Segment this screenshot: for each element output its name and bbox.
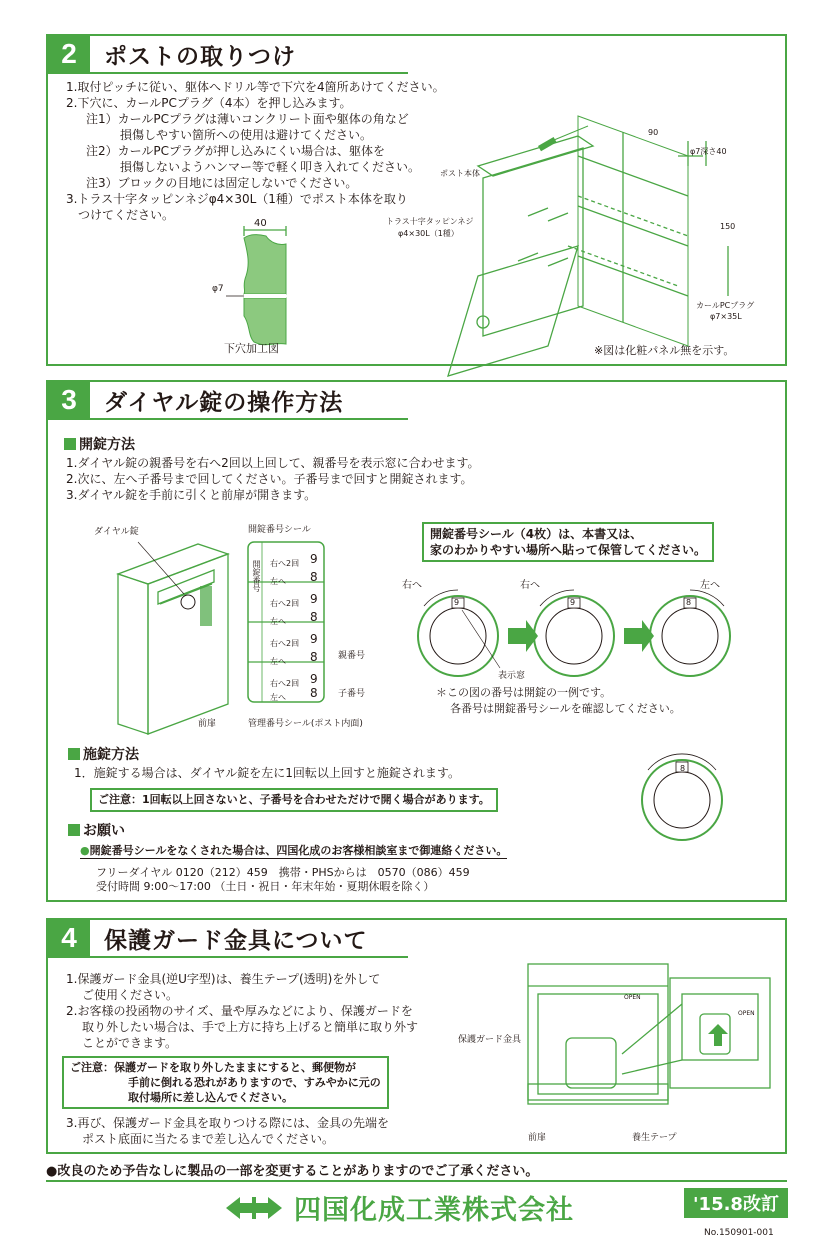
section-number: 2	[48, 36, 90, 72]
revision-badge: '15.8改訂	[684, 1188, 788, 1218]
label-open-1: OPEN	[624, 994, 641, 1001]
seal-row-4-left: 左へ	[270, 693, 286, 702]
section-mounting	[46, 34, 787, 366]
note-2: 注2）カールPCプラグが押し込みにくい場合は、躯体を	[86, 144, 386, 158]
label-dial: ダイヤル錠	[94, 527, 139, 537]
contact-line-1: フリーダイヤル 0120（212）459 携帯・PHSからは 0570（086）459	[96, 866, 470, 879]
guard-diagram	[522, 964, 772, 1124]
label-mgmt-seal: 管理番号シール(ポスト内面)	[248, 719, 363, 729]
section-header	[48, 36, 296, 72]
step-3-cont: つけてください。	[78, 208, 175, 222]
seal-row-1-9: 9	[310, 552, 318, 566]
title-underline	[48, 956, 408, 958]
seal-note-line-2: 家のわかりやすい場所へ貼って保管してください。	[430, 543, 707, 557]
step-1: 1.取付ピッチに従い、躯体へドリル等で下穴を4箇所あけてください。	[66, 80, 445, 94]
guard-caution-3: 取付場所に差し込んでください。	[128, 1091, 293, 1104]
note-1: 注1）カールPCプラグは薄いコンクリート面や躯体の角など	[86, 112, 409, 126]
lock-heading	[68, 744, 139, 764]
label-door: 前扉	[528, 1133, 547, 1143]
dial-label-left: 左へ	[700, 580, 720, 591]
step-2: 2.下穴に、カールPCプラグ（4本）を押し込みます。	[66, 96, 352, 110]
figure-note: ※図は化粧パネル無を示す。	[594, 344, 735, 357]
seal-row-3-8: 8	[310, 650, 318, 664]
lock-dial-num: 8	[680, 764, 686, 773]
step-3: 3.トラス十字タッピンネジφ4×30L（1種）でポスト本体を取り	[66, 192, 408, 206]
label-screw: トラス十字タッピンネジ	[386, 217, 474, 226]
note-3: 注3）ブロックの目地には固定しないでください。	[86, 176, 358, 190]
lock-caution-text: ご注意：1回転以上回さないと、子番号を合わせただけで開く場合があります。	[98, 793, 490, 806]
seal-row-2-left: 左へ	[270, 617, 286, 626]
seal-row-3-left: 左へ	[270, 657, 286, 666]
seal-row-2-9: 9	[310, 592, 318, 606]
company-brand	[224, 1188, 574, 1227]
section-title: 保護ガード金具について	[104, 927, 368, 954]
footer-note: ●改良のため予告なしに製品の一部を変更することがありますのでご了承ください。	[46, 1164, 539, 1179]
guard-caution-2: 手前に倒れる恐れがありますので、すみやかに元の	[128, 1076, 381, 1089]
section-dial-lock	[46, 380, 787, 902]
open-step-2: 2.次に、左へ子番号まで回してください。子番号まで回すと開錠されます。	[66, 472, 473, 486]
title-underline	[48, 72, 408, 74]
label-door: 前扉	[198, 719, 217, 729]
example-note-2: 各番号は開錠番号シールを確認してください。	[450, 702, 681, 715]
seal-row-4-8: 8	[310, 686, 318, 700]
contact-line-2: 受付時間 9:00～17:00 （土日・祝日・年末年始・夏期休暇を除く）	[96, 880, 435, 893]
request-heading	[68, 820, 125, 840]
seal-row-4-right: 右へ2回	[270, 679, 300, 688]
label-open-2: OPEN	[738, 1010, 755, 1017]
hole-dia-label: φ7	[212, 284, 224, 294]
example-note-1: ＊この図の番号は開錠の一例です。	[436, 686, 612, 699]
section-title: ダイヤル錠の操作方法	[104, 389, 344, 416]
note-1-cont: 損傷しやすい箇所への使用は避けてください。	[120, 128, 373, 142]
lock-step-1: 1．施錠する場合は、ダイヤル錠を左に1回転以上回すと施錠されます。	[74, 766, 460, 780]
seal-row-4-9: 9	[310, 672, 318, 686]
guard-step-2-cont2: ことができます。	[82, 1036, 178, 1050]
label-screw-size: φ4×30L（1種）	[398, 229, 459, 238]
company-name: 四国化成工業株式会社	[294, 1195, 574, 1226]
guard-step-2: 2.お客様の投函物のサイズ、量や厚みなどにより、保護ガードを	[66, 1004, 413, 1018]
label-plug-size: φ7×35L	[710, 312, 742, 321]
footer-divider	[46, 1180, 787, 1182]
seal-row-2-right: 右へ2回	[270, 599, 300, 608]
section-title: ポストの取りつけ	[104, 43, 296, 70]
document-number: No.150901-001	[704, 1228, 774, 1238]
lock-heading-text: 施錠方法	[83, 747, 139, 763]
label-post-body: ポスト本体	[440, 169, 480, 178]
section-number: 4	[48, 920, 90, 956]
dial-label-right-1: 右へ	[402, 580, 422, 591]
hole-dim-label: 40	[254, 218, 267, 229]
dial-1-num: 9	[454, 598, 460, 607]
label-child-number: 子番号	[338, 689, 366, 699]
section-number: 3	[48, 382, 90, 418]
hole-caption: 下穴加工図	[224, 342, 279, 355]
label-parent-number: 親番号	[338, 651, 366, 661]
seal-note-line-1: 開錠番号シール（4枚）は、本書又は、	[430, 527, 643, 541]
company-logo-icon	[224, 1193, 284, 1223]
seal-row-1-right: 右へ2回	[270, 559, 300, 568]
open-step-3: 3.ダイヤル錠を手前に引くと前扉が開きます。	[66, 488, 317, 502]
lock-caution-box	[90, 788, 498, 812]
open-heading-text: 開錠方法	[79, 437, 135, 453]
guard-caution-1: ご注意：保護ガードを取り外したままにすると、郵便物が	[70, 1061, 356, 1074]
dial-2-num: 9	[570, 598, 576, 607]
seal-row-3-right: 右へ2回	[270, 639, 300, 648]
dial-3-num: 8	[686, 598, 692, 607]
guard-step-3: 3.再び、保護ガード金具を取りつける際には、金具の先端を	[66, 1116, 389, 1130]
guard-step-3-cont: ポスト底面に当たるまで差し込んでください。	[82, 1132, 335, 1146]
section-guard	[46, 918, 787, 1154]
guard-caution-box	[62, 1056, 389, 1109]
seal-note-box	[422, 522, 714, 562]
seal-row-3-9: 9	[310, 632, 318, 646]
dial-label-right-2: 右へ	[520, 580, 540, 591]
label-guard: 保護ガード金具	[458, 1035, 522, 1045]
request-bullet: ●開錠番号シールをなくされた場合は、四国化成のお客様相談室まで御連絡ください。	[80, 844, 508, 857]
post-diagram	[88, 534, 248, 744]
title-underline	[48, 418, 408, 420]
label-dim-150: 150	[720, 222, 736, 231]
guard-step-2-cont: 取り外したい場合は、手で上方に持ち上げると簡単に取り外す	[82, 1020, 419, 1034]
label-tape: 養生テープ	[632, 1133, 677, 1143]
open-step-1: 1.ダイヤル錠の親番号を右へ2回以上回して、親番号を表示窓に合わせます。	[66, 456, 480, 470]
label-dim-90: 90	[648, 128, 659, 137]
request-heading-text: お願い	[83, 823, 125, 839]
seal-row-2-8: 8	[310, 610, 318, 624]
open-heading	[64, 434, 135, 454]
section-header	[48, 382, 343, 418]
label-plug: カールPCプラグ	[696, 301, 755, 310]
guard-step-1-cont: ご使用ください。	[82, 988, 179, 1002]
label-depth: φ7深さ40	[690, 147, 727, 156]
note-2-cont: 損傷しないようハンマー等で軽く叩き入れてください。	[120, 160, 421, 174]
seal-vertical-label: 開錠番号	[252, 560, 261, 592]
request-bullet-text: 開錠番号シールをなくされた場合は、四国化成のお客様相談室まで御連絡ください。	[89, 844, 508, 857]
dial-label-window: 表示窓	[498, 671, 526, 681]
guard-step-1: 1.保護ガード金具(逆U字型)は、養生テープ(透明)を外して	[66, 972, 381, 986]
label-seal: 開錠番号シール	[248, 525, 311, 535]
section-header	[48, 920, 368, 956]
seal-row-1-8: 8	[310, 570, 318, 584]
seal-row-1-left: 左へ	[270, 577, 286, 586]
